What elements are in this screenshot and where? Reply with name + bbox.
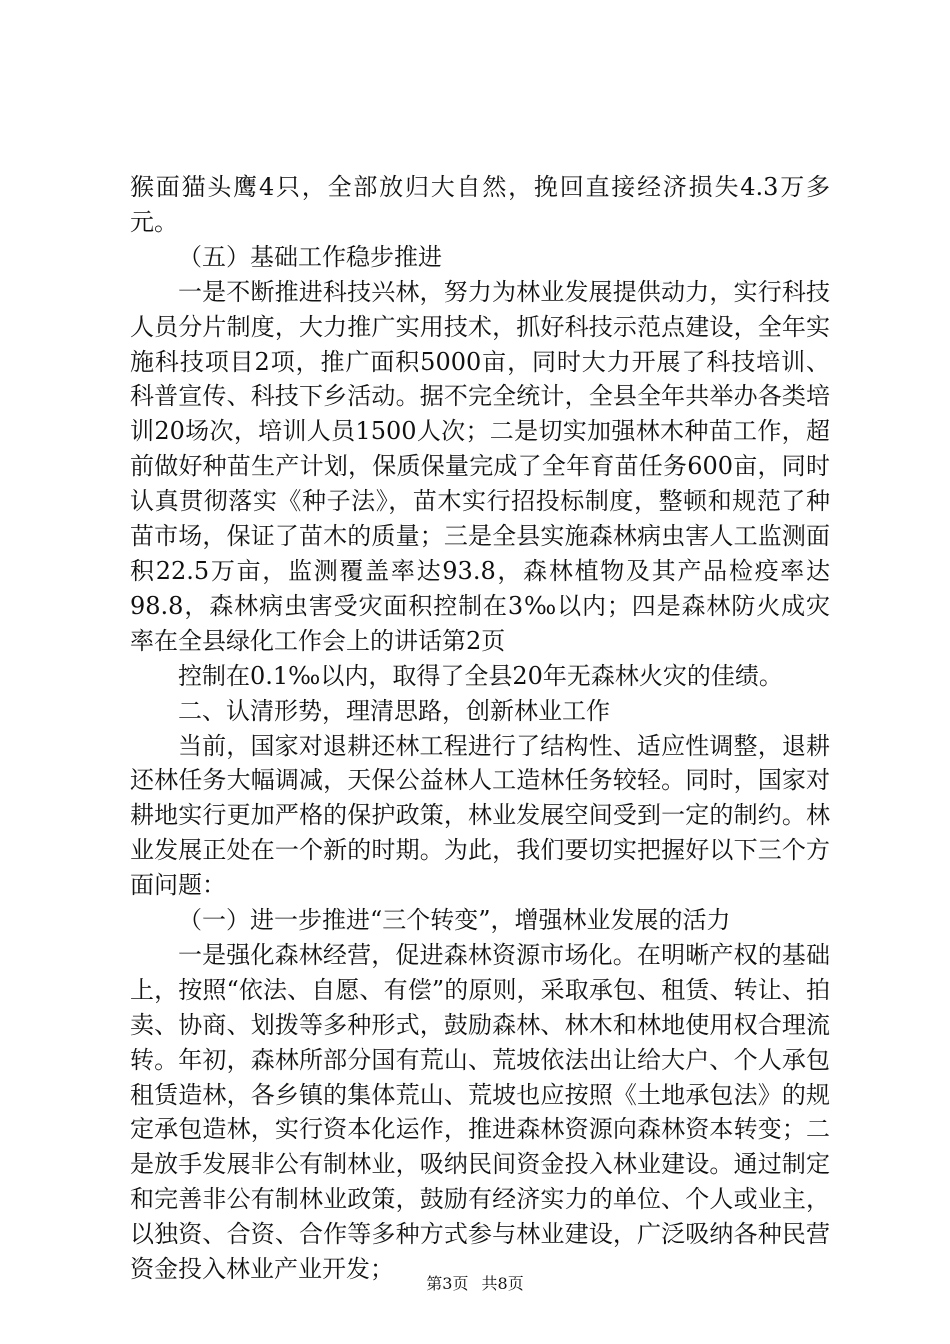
page-number-current: 第3页 [426, 1274, 469, 1293]
paragraph-continuation: 猴面猫头鹰4只，全部放归大自然，挽回直接经济损失4.3万多元。 [130, 173, 830, 236]
section-heading-five: （五）基础工作稳步推进 [178, 242, 442, 271]
section-heading-one: （一）进一步推进“三个转变”，增强林业发展的活力 [178, 906, 731, 935]
page-number-total: 共8页 [481, 1274, 524, 1293]
page-footer [0, 1271, 950, 1294]
paragraph-fire-control: 控制在0.1‰以内，取得了全县20年无森林火灾的佳绩。 [178, 661, 783, 690]
paragraph-forest-management: 一是强化森林经营，促进森林资源市场化。在明晰产权的基础上，按照“依法、自愿、有偿”的原则，采取承包、租赁、转让、拍卖、协商、划拨等多种形式，鼓励森林、林木和林地使用权合理流转。年初，森林所部分国有荒山、荒坡依法出让给大户、个人承包租赁造林，各乡镇的集体荒山、荒坡也应按照《土地承包法》的规定承包造林，实行资本化运作，推进森林资源向森林资本转变；二是放手发展非公有制林业，吸纳民间资金投入林业建设。通过制定和完善非公有制林业政策，鼓励有经济实力的单位、个人或业主，以独资、合资、合作等多种方式参与林业建设，广泛吸纳各种民营资金投入林业产业开发； [130, 940, 830, 1284]
section-heading-two: 二、认清形势，理清思路，创新林业工作 [178, 696, 610, 725]
paragraph-current-situation: 当前，国家对退耕还林工程进行了结构性、适应性调整，退耕还林任务大幅调减，天保公益林人工造林任务较轻。同时，国家对耕地实行更加严格的保护政策，林业发展空间受到一定的制约。林业发展正处在一个新的时期。为此，我们要切实把握好以下三个方面问题： [130, 731, 830, 900]
document-body [130, 170, 830, 1287]
paragraph-basic-work: 一是不断推进科技兴林，努力为林业发展提供动力，实行科技人员分片制度，大力推广实用技术，抓好科技示范点建设，全年实施科技项目2项，推广面积5000亩，同时大力开展了科技培训、科普宣传、科技下乡活动。据不完全统计，全县全年共举办各类培训20场次，培训人员1500人次；二是切实加强林木种苗工作，超前做好种苗生产计划，保质保量完成了全年育苗任务600亩，同时认真贯彻落实《种子法》，苗木实行招投标制度，整顿和规范了种苗市场，保证了苗木的质量；三是全县实施森林病虫害人工监测面积22.5万亩，监测覆盖率达93.8，森林植物及其产品检疫率达98.8，森林病虫害受灾面积控制在3‰以内；四是森林防火成灾率在全县绿化工作会上的讲话第2页 [130, 277, 830, 655]
